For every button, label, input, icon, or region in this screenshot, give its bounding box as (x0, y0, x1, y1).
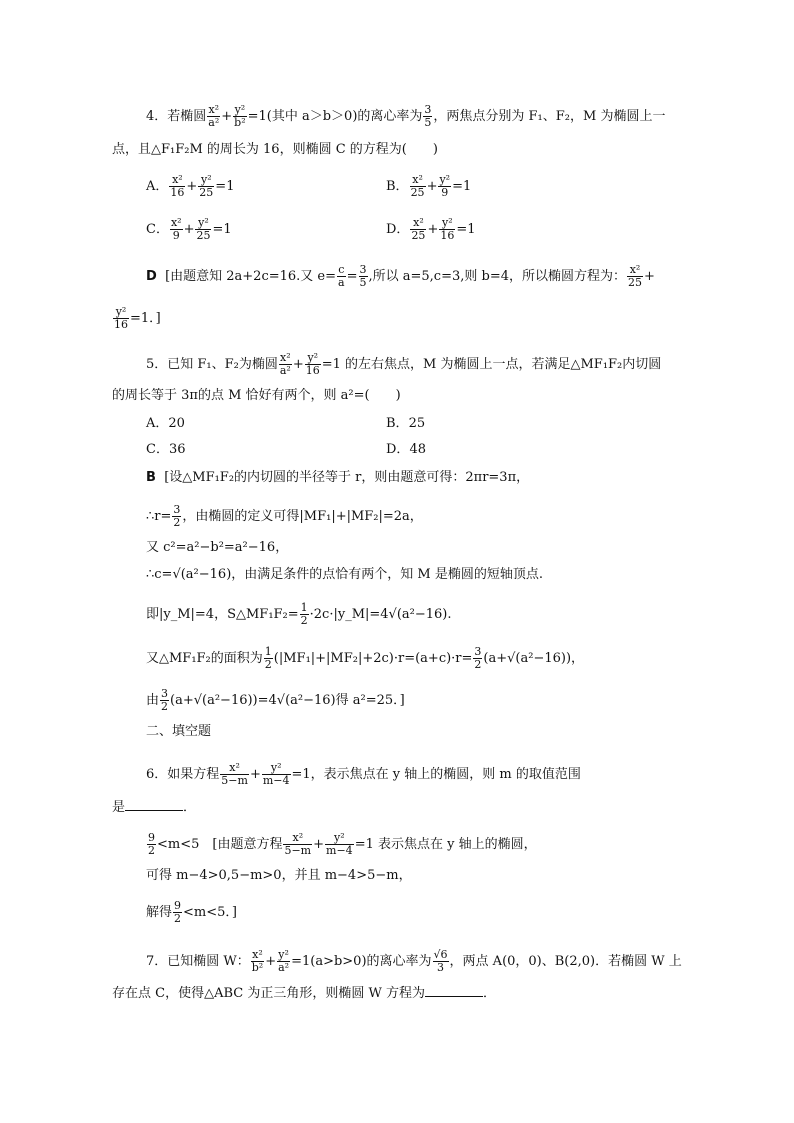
q4-option-a: A． $\frac{\text{x²}}{16}$ + $\frac{\text{y²}}{25}$ =1 (146, 173, 235, 199)
q4-option-b: B． $\frac{\text{x²}}{25}$ + $\frac{\text{y²}}{9}$ =1 (386, 173, 472, 199)
q5-stem-line2: 的周长等于 3π的点 M 恰好有两个，则 a²=( ) (112, 388, 401, 403)
q7-stem-line2: 存在点 C，使得△ABC 为正三角形，则椭圆 W 方程为 ． (112, 986, 496, 1001)
q5-solution-line6: 又△MF₁F₂的面积为 $\frac{1}{2}$ (|MF₁|+|MF₂|+2c)·r=(a+c)·r= $\frac{3}{2}$ (a+√(a²−16))， (146, 645, 585, 671)
q6-solution-line3: 解得 $\frac{9}{2}$ <m<5．] (146, 899, 237, 925)
fraction: $\frac{\text{x²}}{\text{a²}}$ (208, 103, 220, 129)
q5-solution-line7: 由 $\frac{3}{2}$ (a+√(a²−16))=4√(a²−16)得 a²=25．] (146, 687, 405, 713)
q6-stem-line1: 6．如果方程 $\frac{\text{x²}}{5-m}$ + $\frac{\text{y²}}{m-4}$ =1，表示焦点在 y 轴上的椭圆，则 m 的取值范围 (146, 761, 581, 787)
q5-solution-line1: B [设△MF₁F₂的内切圆的半径等于 r，则由题意可得：2πr=3π， (146, 470, 530, 485)
q4-option-c: C． $\frac{\text{x²}}{9}$ + $\frac{\text{y²}}{25}$ =1 (146, 216, 232, 242)
q5-solution-line3: 又 c²=a²−b²=a²−16， (146, 540, 289, 555)
q5-option-d: D．48 (386, 442, 426, 457)
q6-stem-line2: 是 ． (112, 800, 197, 815)
q5-solution-line4: ∴c=√(a²−16)，由满足条件的点恰有两个，知 M 是椭圆的短轴顶点. (146, 567, 543, 582)
q5-solution-line5: 即|y_M|=4，S△MF₁F₂= $\frac{1}{2}$ ·2c·|y_M|=4√(a²−16). (146, 601, 452, 627)
q6-solution-line2: 可得 m−4>0,5−m>0，并且 m−4>5−m， (146, 868, 412, 883)
q6-answer-blank (125, 798, 183, 811)
q4-solution-line2: $\frac{\text{y²}}{16}$ =1．] (114, 305, 161, 331)
q5-solution-line2: ∴r= $\frac{3}{2}$ ，由椭圆的定义可得|MF₁|+|MF₂|=2a， (146, 503, 423, 529)
q5-option-c: C．36 (146, 442, 186, 457)
q5-option-a: A．20 (146, 416, 185, 431)
q4-stem-text: 4．若椭圆 (146, 109, 207, 124)
q5-option-b: B．25 (386, 416, 426, 431)
section-heading: 二、填空题 (146, 724, 212, 739)
q4-stem-line1: 4．若椭圆 $\frac{\text{x²}}{\text{a²}}$ + $\frac{\text{y²}}{\text{b²}}$ =1(其中 a＞b＞0)的离心率为 $\frac{3}{5}$ ，两焦点分别为 F₁、F₂，M 为椭圆上一 (146, 103, 666, 129)
q4-answer: D (146, 269, 157, 284)
q5-stem-line1: 5．已知 F₁、F₂为椭圆 $\frac{\text{x²}}{\text{a²}}$ + $\frac{\text{y²}}{16}$ =1 的左右焦点，M 为椭圆上一点，若满足△MF₁F₂内切圆 (146, 351, 662, 377)
q4-stem-line2: 点，且△F₁F₂M 的周长为 16，则椭圆 C 的方程为( ) (112, 142, 438, 157)
q7-stem-line1: 7．已知椭圆 W： $\frac{\text{x²}}{\text{b²}}$ + $\frac{\text{y²}}{\text{a²}}$ =1(a>b>0)的离心率为 $\frac{√6}{3}$ ，两点 A(0，0)、B(2,0)．若椭圆 W 上 (146, 948, 682, 974)
q5-answer: B (146, 470, 156, 485)
fraction: $\frac{3}{5}$ (424, 103, 432, 129)
q4-solution-line1: D [由题意知 2a+2c=16.又 e= $\frac{c}{a}$ = $\frac{3}{5}$ ,所以 a=5,c=3,则 b=4，所以椭圆方程为： $\frac{\text{x²}}{25}$ + (146, 263, 655, 289)
q7-answer-blank (425, 984, 483, 997)
fraction: $\frac{\text{y²}}{\text{b²}}$ (234, 103, 246, 129)
q6-solution-line1: $\frac{9}{2}$ <m<5 [由题意方程 $\frac{\text{x²}}{5-m}$ + $\frac{\text{y²}}{m-4}$ =1 表示焦点在 y 轴上的椭圆， (148, 831, 537, 857)
q4-option-d: D． $\frac{\text{x²}}{25}$ + $\frac{\text{y²}}{16}$ =1 (386, 216, 476, 242)
